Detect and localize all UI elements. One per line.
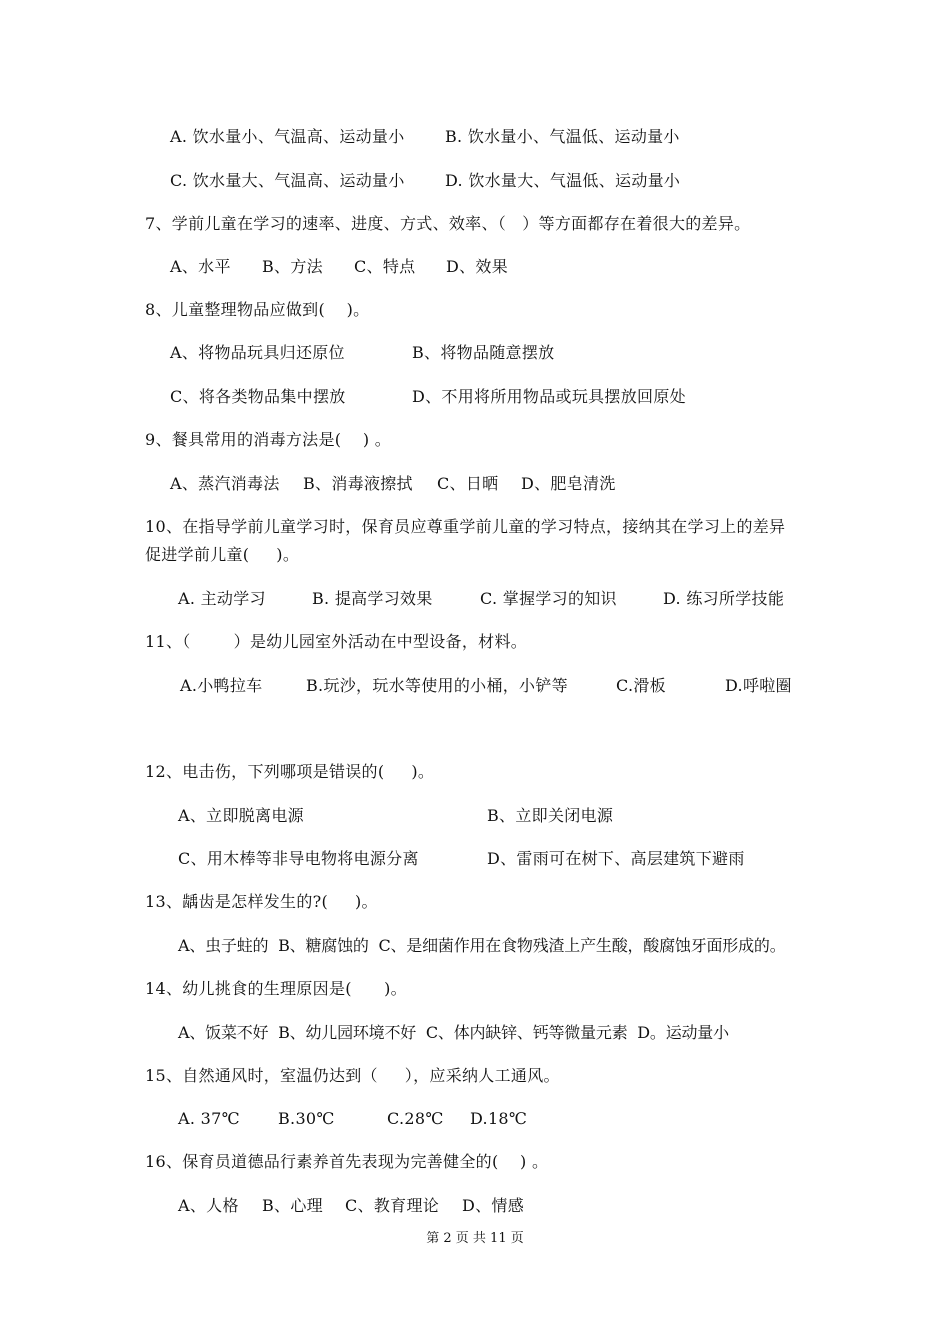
q6-option-c: C. 饮水量大、气温高、运动量小 bbox=[170, 171, 405, 190]
q9-option-c: C、日晒 bbox=[437, 474, 499, 493]
q11-option-d: D.呼啦圈 bbox=[725, 676, 792, 695]
q12-option-b: B、立即关闭电源 bbox=[487, 806, 614, 825]
page-number-footer: 第 2 页 共 11 页 bbox=[426, 1231, 524, 1246]
q9-stem: 9、餐具常用的消毒方法是( ) 。 bbox=[145, 430, 392, 449]
q12-stem: 12、电击伤，下列哪项是错误的( )。 bbox=[145, 762, 435, 781]
q9-option-a: A、蒸汽消毒法 bbox=[170, 474, 280, 493]
q16-option-c: C、教育理论 bbox=[345, 1196, 440, 1215]
q15-stem: 15、自然通风时，室温仍达到（ ），应采纳人工通风。 bbox=[145, 1066, 560, 1085]
q8-option-a: A、将物品玩具归还原位 bbox=[170, 343, 345, 362]
q12-option-a: A、立即脱离电源 bbox=[178, 806, 304, 825]
q12-option-d: D、雷雨可在树下、高层建筑下避雨 bbox=[487, 849, 745, 868]
q8-option-d: D、不用将所用物品或玩具摆放回原处 bbox=[412, 387, 686, 406]
q11-option-b: B.玩沙，玩水等使用的小桶，小铲等 bbox=[306, 676, 568, 695]
q15-option-b: B.30℃ bbox=[278, 1109, 335, 1128]
q10-stem-line1: 10、在指导学前儿童学习时，保育员应尊重学前儿童的学习特点，接纳其在学习上的差异 bbox=[145, 517, 786, 536]
q9-option-b: B、消毒液擦拭 bbox=[303, 474, 413, 493]
q10-option-b: B. 提高学习效果 bbox=[312, 589, 433, 608]
q11-stem: 11、（ ）是幼儿园室外活动在中型设备，材料。 bbox=[145, 632, 528, 651]
q11-option-c: C.滑板 bbox=[616, 676, 666, 695]
q7-stem: 7、学前儿童在学习的速率、进度、方式、效率、（ ）等方面都存在着很大的差异。 bbox=[145, 214, 751, 233]
q14-options: A、饭菜不好 B、幼儿园环境不好 C、体内缺锌、钙等微量元素 D。运动量小 bbox=[178, 1023, 729, 1042]
q15-option-c: C.28℃ bbox=[387, 1109, 444, 1128]
q7-option-c: C、特点 bbox=[354, 257, 416, 276]
q8-option-b: B、将物品随意摆放 bbox=[412, 343, 555, 362]
q13-options: A、虫子蛀的 B、糖腐蚀的 C、是细菌作用在食物残渣上产生酸，酸腐蚀牙面形成的。 bbox=[178, 936, 786, 955]
q6-option-d: D. 饮水量大、气温低、运动量小 bbox=[445, 171, 681, 190]
q13-stem: 13、龋齿是怎样发生的?( )。 bbox=[145, 892, 378, 911]
q14-stem: 14、幼儿挑食的生理原因是( )。 bbox=[145, 979, 407, 998]
q10-option-c: C. 掌握学习的知识 bbox=[480, 589, 617, 608]
q16-option-d: D、情感 bbox=[462, 1196, 525, 1215]
q7-option-d: D、效果 bbox=[446, 257, 509, 276]
q7-option-b: B、方法 bbox=[262, 257, 323, 276]
q6-option-b: B. 饮水量小、气温低、运动量小 bbox=[445, 127, 680, 146]
q8-stem: 8、儿童整理物品应做到( )。 bbox=[145, 300, 370, 319]
q10-option-a: A. 主动学习 bbox=[178, 589, 266, 608]
q15-option-d: D.18℃ bbox=[470, 1109, 528, 1128]
q16-stem: 16、保育员道德品行素养首先表现为完善健全的( ) 。 bbox=[145, 1152, 549, 1171]
q11-option-a: A.小鸭拉车 bbox=[180, 676, 263, 695]
q10-option-d: D. 练习所学技能 bbox=[663, 589, 785, 608]
q9-option-d: D、肥皂清洗 bbox=[521, 474, 616, 493]
q16-option-b: B、心理 bbox=[262, 1196, 323, 1215]
q16-option-a: A、人格 bbox=[178, 1196, 239, 1215]
q8-option-c: C、将各类物品集中摆放 bbox=[170, 387, 346, 406]
q10-stem-line2: 促进学前儿童( )。 bbox=[145, 545, 300, 564]
q6-option-a: A. 饮水量小、气温高、运动量小 bbox=[170, 127, 405, 146]
q12-option-c: C、用木棒等非导电物将电源分离 bbox=[178, 849, 419, 868]
q7-option-a: A、水平 bbox=[170, 257, 231, 276]
q15-option-a: A. 37℃ bbox=[178, 1109, 240, 1128]
